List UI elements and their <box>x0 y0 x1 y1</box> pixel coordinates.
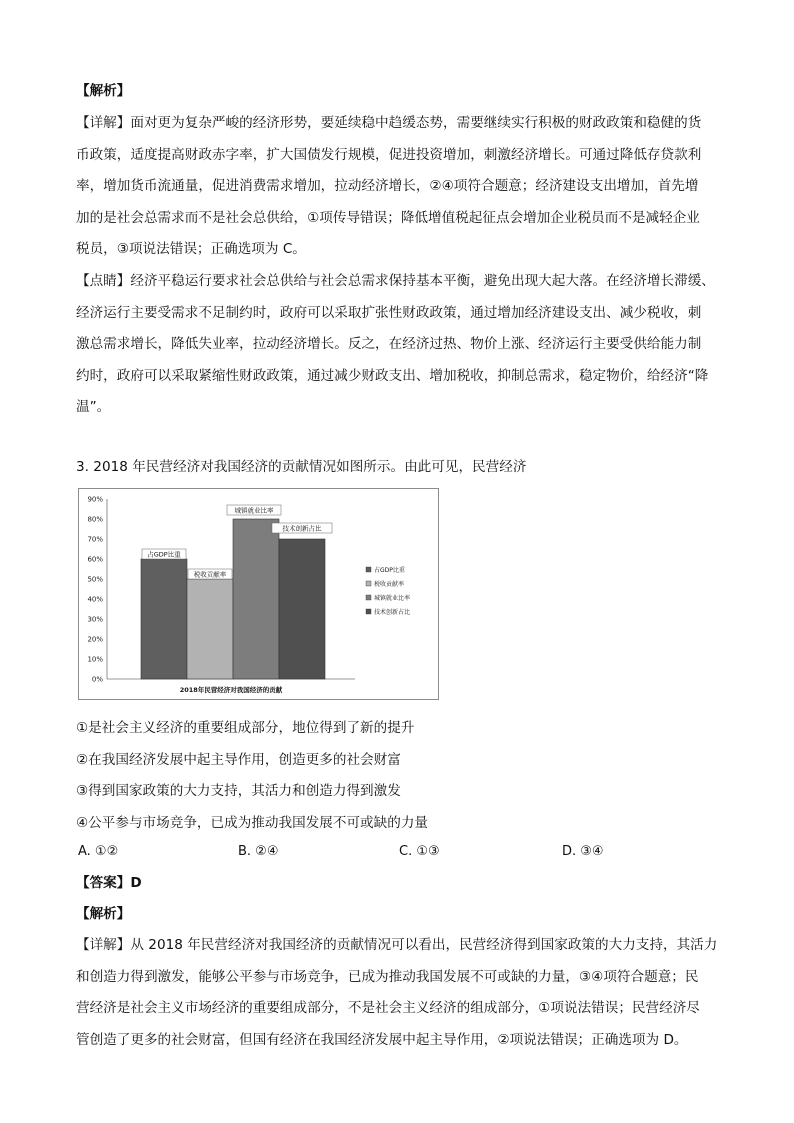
y-tick-label: 70% <box>87 535 103 544</box>
y-tick-label: 0% <box>91 675 103 684</box>
option-c[interactable]: C. ①③ <box>399 844 440 859</box>
data-label: 城镇就业比率 <box>234 506 274 515</box>
legend-label: 技术创新占比 <box>374 609 411 616</box>
analysis-paragraph <box>76 930 726 1056</box>
y-tick-label: 20% <box>87 635 103 644</box>
chart-title: 2018年民营经济对我国经济的贡献 <box>179 686 283 694</box>
legend-swatch <box>366 595 371 600</box>
top-detail-paragraph <box>76 108 726 266</box>
y-tick-label: 30% <box>87 615 103 624</box>
y-tick-label: 60% <box>87 555 103 564</box>
y-tick-label: 10% <box>87 655 103 664</box>
text-line: 【详解】从 2018 年民营经济对我国经济的贡献情况可以看出，民营经济得到国家政策的大力支持，其活力 <box>76 937 718 953</box>
bar-0 <box>141 559 187 679</box>
text-line: 和创造力得到激发，能够公平参与市场竞争，已成为推动我国发展不可或缺的力量，③④项符合题意；民 <box>76 968 699 985</box>
text-line: 率，增加货币流通量，促进消费需求增加，拉动经济增长，②④项符合题意；经济建设支出增加，首先增 <box>76 178 699 194</box>
statement-4: ④公平参与市场竞争，已成为推动我国发展不可或缺的力量 <box>76 814 429 831</box>
text-line: 币政策，适度提高财政赤字率，扩大国债发行规模，促进投资增加，刺激经济增长。可通过降低存贷款利 <box>76 146 702 163</box>
text-line: 约时，政府可以采取紧缩性财政政策，通过减少财政支出、增加税收，抑制总需求，稳定物价，给经济“降 <box>76 367 709 384</box>
text-line: 激总需求增长，降低失业率，拉动经济增长。反之，在经济过热、物价上涨、经济运行主要受供给能力制 <box>76 336 702 352</box>
answer-line: 【答案】D <box>76 875 142 891</box>
legend-swatch <box>366 609 371 614</box>
data-label: 占GDP比重 <box>147 550 181 559</box>
bar-2 <box>233 519 279 679</box>
statement-1: ①是社会主义经济的重要组成部分，地位得到了新的提升 <box>76 720 415 736</box>
top-analysis-heading: 【解析】 <box>76 83 131 99</box>
statement-list <box>76 713 726 839</box>
text-line: 经济运行主要受需求不足制约时，政府可以采取扩张性财政政策，通过增加经济建设支出、减少税收，刺 <box>76 304 702 321</box>
text-line: 【点睛】经济平稳运行要求社会总供给与社会总需求保持基本平衡，避免出现大起大落。在经济增长滞缓、 <box>76 273 715 289</box>
bar-3 <box>279 539 325 679</box>
data-label: 税收贡献率 <box>193 570 227 579</box>
top-tip-paragraph <box>76 266 726 424</box>
option-b[interactable]: B. ②④ <box>238 844 279 859</box>
text-line: 税员，③项说法错误；正确选项为 C。 <box>76 241 306 257</box>
text-line: 【详解】面对更为复杂严峻的经济形势，要延续稳中趋缓态势，需要继续实行积极的财政政策和稳健的货 <box>76 115 702 131</box>
option-d[interactable]: D. ③④ <box>562 844 604 859</box>
y-tick-label: 40% <box>87 595 103 604</box>
legend-label: 税收贡献率 <box>374 581 405 588</box>
legend-swatch <box>366 567 371 572</box>
chart-canvas <box>79 489 440 701</box>
option-a[interactable]: A. ①② <box>78 844 119 859</box>
legend-swatch <box>366 581 371 586</box>
y-tick-label: 90% <box>87 495 103 504</box>
statement-3: ③得到国家政策的大力支持，其活力和创造力得到激发 <box>76 783 401 799</box>
statement-2: ②在我国经济发展中起主导作用，创造更多的社会财富 <box>76 751 401 768</box>
text-line: 营经济是社会主义市场经济的重要组成部分，不是社会主义经济的组成部分，①项说法错误；民营经济尽 <box>76 1000 700 1016</box>
analysis-heading: 【解析】 <box>76 906 131 922</box>
legend-label: 城镇就业比率 <box>374 595 411 602</box>
text-line: 加的是社会总需求而不是社会总供给，①项传导错误；降低增值税起征点会增加企业税员而不是减轻企业 <box>76 209 700 226</box>
question-stem: 3. 2018 年民营经济对我国经济的贡献情况如图所示。由此可见，民营经济 <box>76 459 527 475</box>
bar-chart <box>78 488 439 700</box>
legend-label: 占GDP比重 <box>374 567 405 574</box>
y-tick-label: 50% <box>87 575 103 584</box>
data-label: 技术创新占比 <box>282 524 322 533</box>
bar-1 <box>187 579 233 679</box>
text-line: 温”。 <box>76 399 111 415</box>
y-tick-label: 80% <box>87 515 103 524</box>
text-line: 管创造了更多的社会财富，但国有经济在我国经济发展中起主导作用，②项说法错误；正确选项为 D。 <box>76 1031 688 1048</box>
